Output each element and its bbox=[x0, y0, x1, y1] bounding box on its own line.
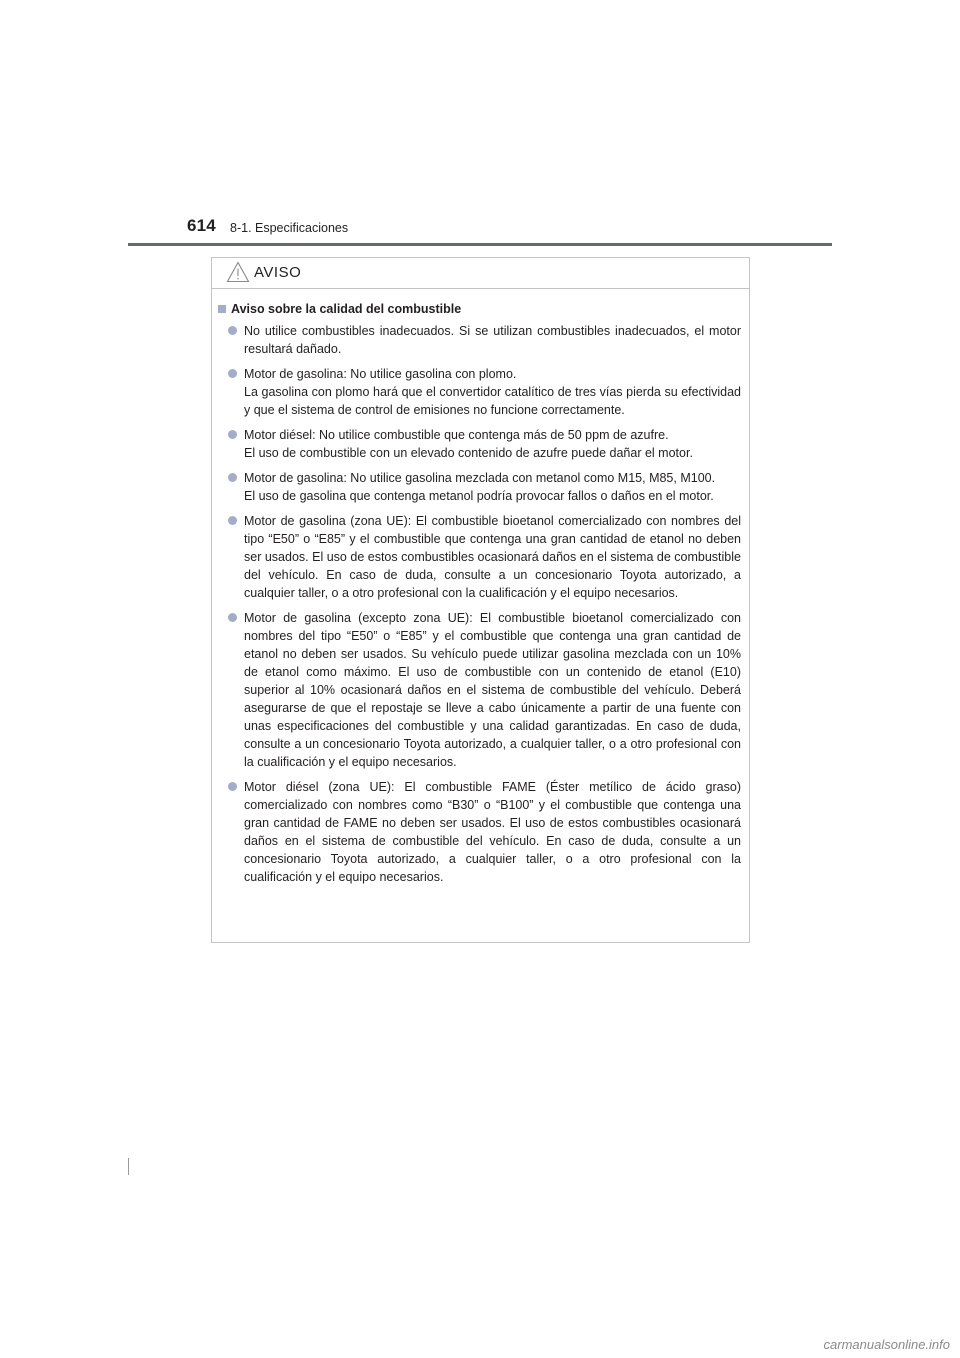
bullet-icon bbox=[228, 473, 237, 482]
item-text: Motor de gasolina (zona UE): El combustible bioetanol comercializado con nombres del tipo “E50” o “E85” y el combustible que contenga una gran cantidad de etanol no deben ser usados. El uso de estos combustibles ocasionará daños en el sistema de combustible del vehículo. En caso de duda, consulte a un concesionario Toyota autorizado, a cualquier taller, o a otro profesional con la cualificación y el equipo necesarios. bbox=[244, 514, 741, 600]
bullet-icon bbox=[228, 782, 237, 791]
item-text: Motor diésel: No utilice combustible que contenga más de 50 ppm de azufre. bbox=[244, 428, 669, 442]
item-text: No utilice combustibles inadecuados. Si se utilizan combustibles inadecuados, el motor resultará dañado. bbox=[244, 324, 741, 356]
item-text: Motor diésel (zona UE): El combustible FAME (Éster metílico de ácido graso) comercializado con nombres como “B30” o “B100” y el combustible que contenga una gran cantidad de FAME no deben ser usados. El uso de estos combustibles ocasionará daños en el sistema de combustible del vehículo. En caso de duda, consulte a un concesionario Toyota autorizado, a cualquier taller, o a otro profesional con la cualificación y el equipo necesarios. bbox=[244, 780, 741, 884]
warning-subheading bbox=[218, 300, 741, 318]
warning-body bbox=[212, 289, 749, 886]
warning-subheading-text: Aviso sobre la calidad del combustible bbox=[231, 302, 462, 316]
item-text: El uso de combustible con un elevado contenido de azufre puede dañar el motor. bbox=[244, 446, 693, 460]
margin-mark bbox=[128, 1158, 129, 1175]
bullet-icon bbox=[228, 516, 237, 525]
footer-watermark: carmanualsonline.info bbox=[823, 1337, 950, 1352]
item-text: Motor de gasolina: No utilice gasolina con plomo. bbox=[244, 367, 517, 381]
list-item bbox=[218, 365, 741, 419]
list-item bbox=[218, 609, 741, 771]
list-item bbox=[218, 322, 741, 358]
bullet-icon bbox=[228, 369, 237, 378]
section-title: 8-1. Especificaciones bbox=[230, 221, 349, 235]
list-item bbox=[218, 778, 741, 886]
bullet-icon bbox=[228, 613, 237, 622]
item-text: El uso de gasolina que contenga metanol podría provocar fallos o daños en el motor. bbox=[244, 489, 714, 503]
warning-header bbox=[212, 258, 749, 289]
bullet-icon bbox=[228, 430, 237, 439]
item-text: Motor de gasolina: No utilice gasolina mezclada con metanol como M15, M85, M100. bbox=[244, 471, 716, 485]
page-number: 614 bbox=[187, 216, 216, 235]
bullet-icon bbox=[228, 326, 237, 335]
warning-title: AVISO bbox=[254, 264, 302, 281]
warning-triangle-icon bbox=[226, 261, 250, 283]
list-item bbox=[218, 426, 741, 462]
header-rule bbox=[128, 243, 832, 246]
list-item bbox=[218, 512, 741, 602]
list-item bbox=[218, 469, 741, 505]
item-text: Motor de gasolina (excepto zona UE): El combustible bioetanol comercializado con nombres del tipo “E50” o “E85” y el combustible que contenga una gran cantidad de etanol no deben ser usados. Su vehículo puede utilizar gasolina mezclada con un 10% de etanol como máximo. El uso de combustible con un contenido de etanol (E10) superior al 10% ocasionará daños en el sistema de combustible del vehículo. Deberá asegurarse de que el repostaje se lleve a cabo únicamente a partir de una fuente con unas especificaciones del combustible y una calidad garantizadas. En caso de duda, consulte a un concesionario Toyota autorizado, a cualquier taller, o a otro profesional con la cualificación y el equipo necesarios. bbox=[244, 611, 741, 769]
item-text: La gasolina con plomo hará que el convertidor catalítico de tres vías pierda su efectividad y que el sistema de control de emisiones no funcione correctamente. bbox=[244, 385, 741, 417]
warning-box bbox=[211, 257, 750, 943]
square-bullet-icon bbox=[218, 305, 226, 313]
